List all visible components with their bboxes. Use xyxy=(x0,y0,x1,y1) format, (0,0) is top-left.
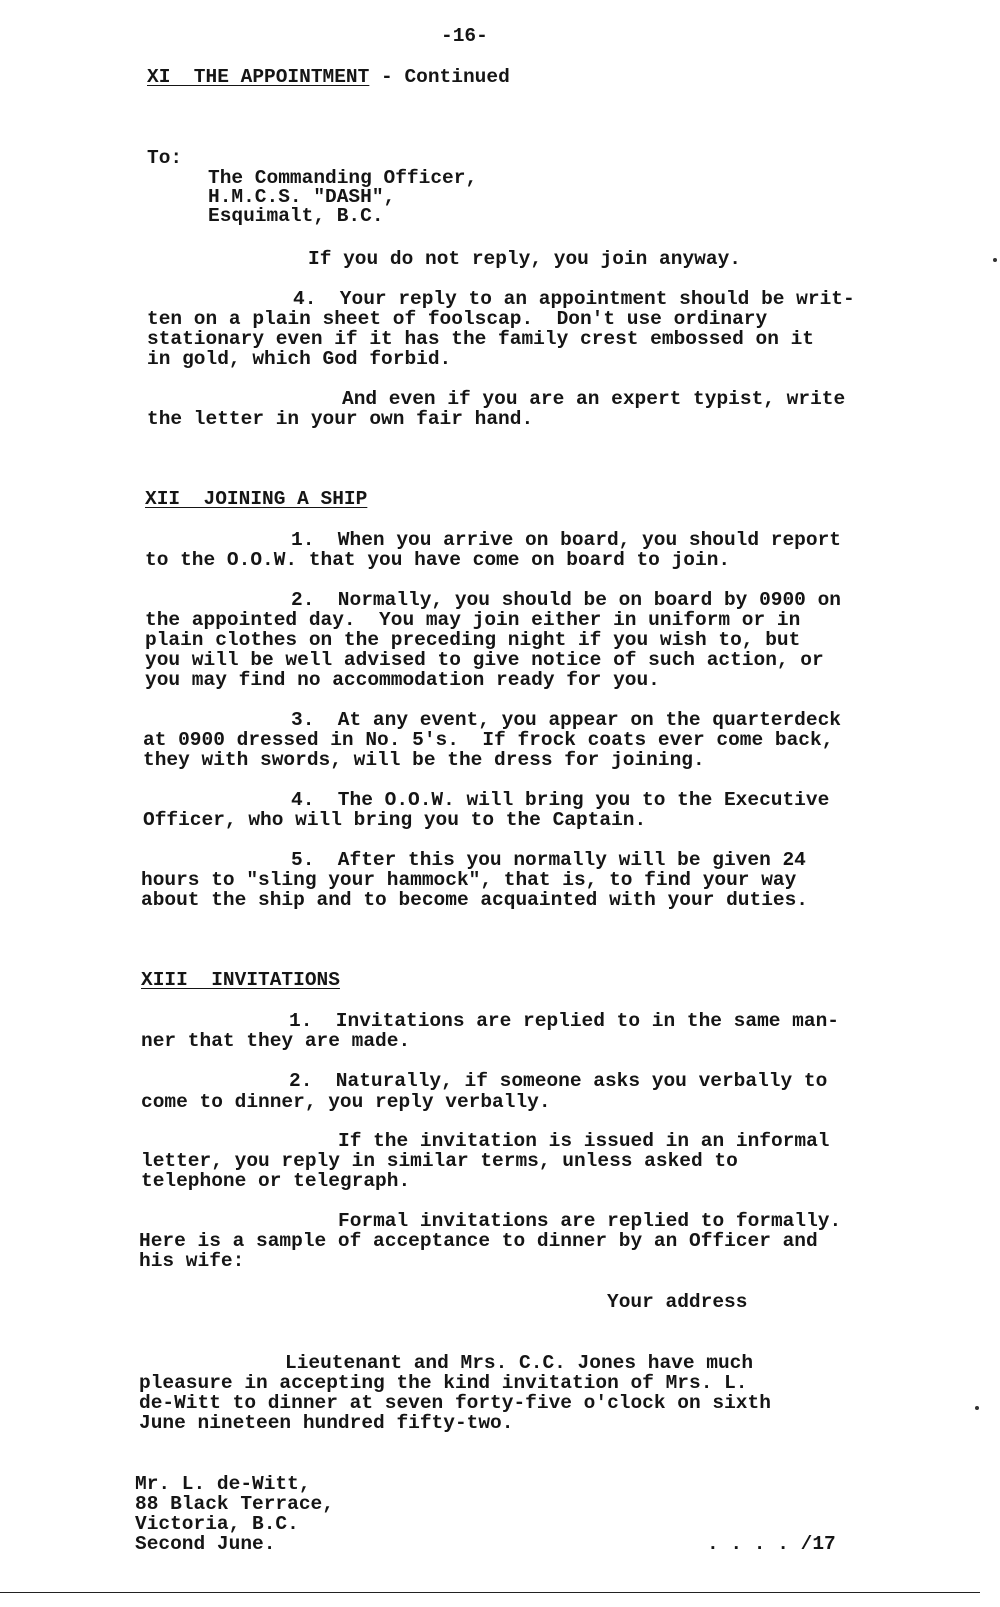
paragraph-line: 1. Invitations are replied to in the same man- xyxy=(289,1010,839,1032)
acceptance-line: June nineteen hundred fifty-two. xyxy=(139,1412,514,1434)
section-heading-joining-ship: XII JOINING A SHIP xyxy=(145,488,368,510)
paragraph-line: Here is a sample of acceptance to dinner by an Officer and xyxy=(139,1230,818,1252)
paragraph-line: to the O.O.W. that you have come on board to join. xyxy=(145,549,731,571)
address-line: H.M.C.S. "DASH", xyxy=(208,186,396,208)
paragraph-line: 4. Your reply to an appointment should be writ- xyxy=(293,288,855,310)
section-heading-continued: - Continued xyxy=(369,66,510,88)
acceptance-line: de-Witt to dinner at seven forty-five o'clock on sixth xyxy=(139,1392,771,1414)
paragraph-line: plain clothes on the preceding night if you wish to, but xyxy=(145,629,801,651)
paragraph-line: the letter in your own fair hand. xyxy=(147,408,534,430)
recipient-line: Mr. L. de-Witt, xyxy=(135,1473,311,1495)
paragraph-line: 3. At any event, you appear on the quarterdeck xyxy=(291,709,841,731)
paragraph-line: letter, you reply in similar terms, unless asked to xyxy=(141,1150,738,1172)
paragraph-line: telephone or telegraph. xyxy=(141,1170,411,1192)
paragraph-line: in gold, which God forbid. xyxy=(147,348,452,370)
paragraph-line: about the ship and to become acquainted with your duties. xyxy=(141,889,809,911)
paragraph-line: 5. After this you normally will be given 24 xyxy=(291,849,806,871)
continuation-marker: . . . . /17 xyxy=(707,1533,836,1555)
address-line: Esquimalt, B.C. xyxy=(208,205,384,227)
paragraph-line: Formal invitations are replied to formally. xyxy=(338,1210,842,1232)
section-heading-appointment-title: XI THE APPOINTMENT xyxy=(147,66,370,88)
recipient-line: Victoria, B.C. xyxy=(135,1513,299,1535)
your-address-placeholder: Your address xyxy=(607,1291,748,1313)
paragraph-line: 4. The O.O.W. will bring you to the Executive xyxy=(291,789,830,811)
paragraph-line: And even if you are an expert typist, write xyxy=(342,388,846,410)
paragraph-line: 1. When you arrive on board, you should report xyxy=(291,529,841,551)
address-line: The Commanding Officer, xyxy=(208,167,478,189)
paragraph-line: they with swords, will be the dress for joining. xyxy=(143,749,705,771)
paragraph-line: his wife: xyxy=(139,1250,245,1272)
paragraph-line: 2. Normally, you should be on board by 0900 on xyxy=(291,589,841,611)
paragraph-line: 2. Naturally, if someone asks you verbally to xyxy=(289,1070,828,1092)
recipient-line: Second June. xyxy=(135,1533,276,1555)
acceptance-line: pleasure in accepting the kind invitation of Mrs. L. xyxy=(139,1372,748,1394)
paragraph-line: you may find no accommodation ready for you. xyxy=(145,669,660,691)
bottom-rule xyxy=(0,1592,980,1593)
paragraph-line: ner that they are made. xyxy=(141,1030,411,1052)
no-reply-note: If you do not reply, you join anyway. xyxy=(308,248,741,270)
paragraph-line: the appointed day. You may join either in uniform or in xyxy=(145,609,801,631)
paragraph-line: stationary even if it has the family crest embossed on it xyxy=(147,328,815,350)
address-to-label: To: xyxy=(147,147,183,169)
paragraph-line: ten on a plain sheet of foolscap. Don't use ordinary xyxy=(147,308,768,330)
section-heading-appointment xyxy=(147,67,510,87)
paragraph-line: If the invitation is issued in an informal xyxy=(338,1130,830,1152)
section-heading-invitations: XIII INVITATIONS xyxy=(141,969,340,991)
scan-speck xyxy=(975,1406,979,1410)
scan-speck xyxy=(993,258,997,262)
recipient-line: 88 Black Terrace, xyxy=(135,1493,334,1515)
paragraph-line: Officer, who will bring you to the Captain. xyxy=(143,809,647,831)
page-number: -16- xyxy=(441,25,488,47)
paragraph-line: at 0900 dressed in No. 5's. If frock coats ever come back, xyxy=(143,729,834,751)
paragraph-line: you will be well advised to give notice of such action, or xyxy=(145,649,824,671)
paragraph-line: hours to "sling your hammock", that is, to find your way xyxy=(141,869,797,891)
acceptance-line: Lieutenant and Mrs. C.C. Jones have much xyxy=(285,1352,754,1374)
paragraph-line: come to dinner, you reply verbally. xyxy=(141,1091,551,1113)
